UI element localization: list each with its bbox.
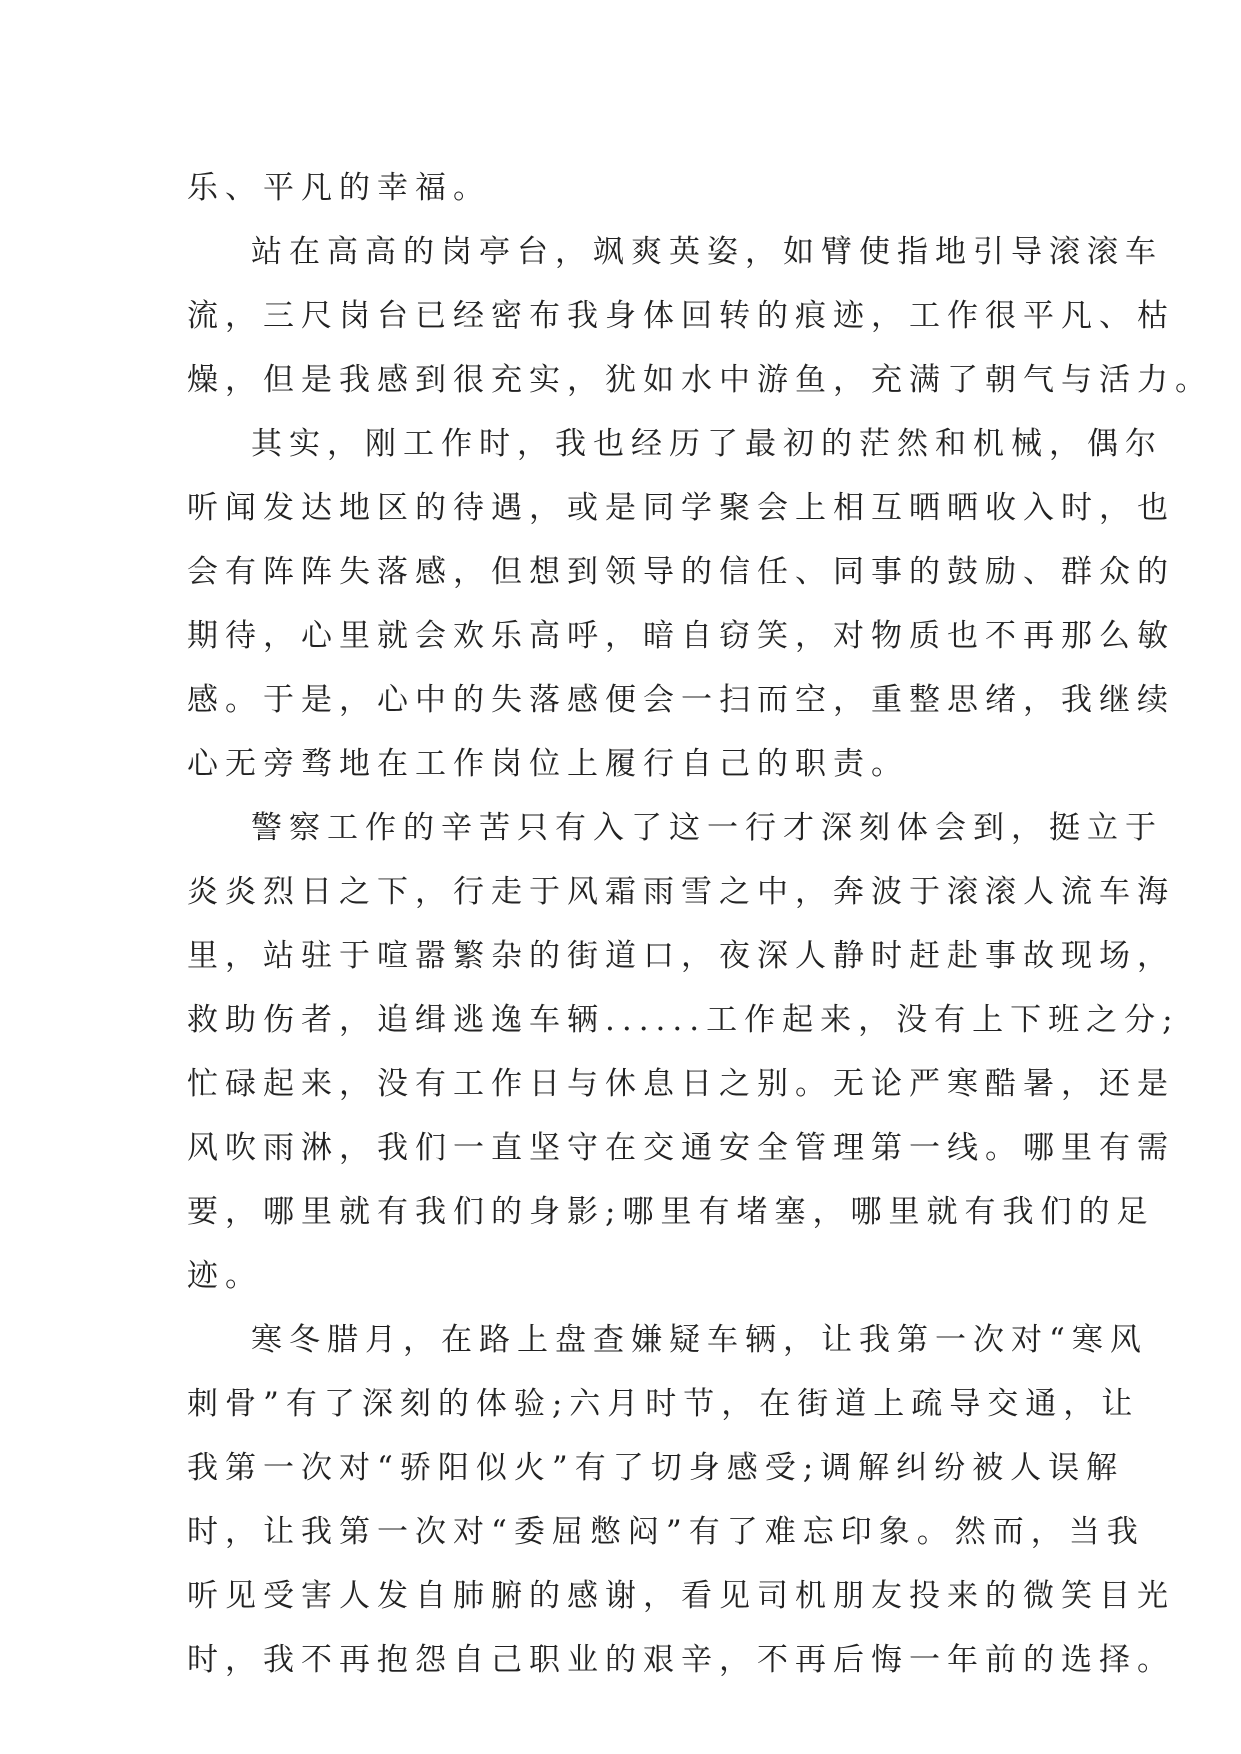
text-line: 站在高高的岗亭台，飒爽英姿，如臂使指地引导滚滚车 xyxy=(251,234,1163,270)
text-line: 里，站驻于喧嚣繁杂的街道口，夜深人静时赶赴事故现场， xyxy=(187,938,1175,974)
text-line: 燥，但是我感到很充实，犹如水中游鱼，充满了朝气与活力。 xyxy=(187,362,1213,398)
text-line: 流，三尺岗台已经密布我身体回转的痕迹，工作很平凡、枯 xyxy=(187,298,1175,334)
text-line: 忙碌起来，没有工作日与休息日之别。无论严寒酷暑，还是 xyxy=(187,1066,1175,1102)
text-line: 救助伤者，追缉逃逸车辆......工作起来，没有上下班之分; xyxy=(187,1002,1180,1038)
paragraph-2 xyxy=(187,220,1213,412)
paragraph-3 xyxy=(187,412,1175,796)
text-line: 警察工作的辛苦只有入了这一行才深刻体会到，挺立于 xyxy=(251,810,1163,846)
text-line: 要，哪里就有我们的身影;哪里有堵塞，哪里就有我们的足 xyxy=(187,1194,1155,1230)
text-line: 迹。 xyxy=(187,1258,263,1294)
text-line: 乐、平凡的幸福。 xyxy=(187,170,491,206)
text-line: 其实，刚工作时，我也经历了最初的茫然和机械，偶尔 xyxy=(251,426,1163,462)
text-line: 炎炎烈日之下，行走于风霜雨雪之中，奔波于滚滚人流车海 xyxy=(187,874,1175,910)
text-line: 风吹雨淋，我们一直坚守在交通安全管理第一线。哪里有需 xyxy=(187,1130,1175,1166)
text-line: 会有阵阵失落感，但想到领导的信任、同事的鼓励、群众的 xyxy=(187,554,1175,590)
text-line: 我第一次对“骄阳似火”有了切身感受;调解纠纷被人误解 xyxy=(187,1450,1125,1486)
paragraph-5 xyxy=(187,1308,1175,1692)
text-line: 听见受害人发自肺腑的感谢，看见司机朋友投来的微笑目光 xyxy=(187,1578,1175,1614)
text-line: 时，让我第一次对“委屈憋闷”有了难忘印象。然而，当我 xyxy=(187,1514,1145,1550)
text-line: 感。于是，心中的失落感便会一扫而空，重整思绪，我继续 xyxy=(187,682,1175,718)
text-line: 刺骨”有了深刻的体验;六月时节，在街道上疏导交通，让 xyxy=(187,1386,1140,1422)
text-line: 寒冬腊月，在路上盘查嫌疑车辆，让我第一次对“寒风 xyxy=(251,1322,1148,1358)
paragraph-4 xyxy=(187,796,1180,1308)
document-body xyxy=(187,156,1213,1692)
text-line: 心无旁骛地在工作岗位上履行自己的职责。 xyxy=(187,746,909,782)
text-line: 时，我不再抱怨自己职业的艰辛，不再后悔一年前的选择。 xyxy=(187,1642,1175,1678)
text-line: 听闻发达地区的待遇，或是同学聚会上相互晒晒收入时，也 xyxy=(187,490,1175,526)
text-line: 期待，心里就会欢乐高呼，暗自窃笑，对物质也不再那么敏 xyxy=(187,618,1175,654)
paragraph-1 xyxy=(187,156,1059,220)
